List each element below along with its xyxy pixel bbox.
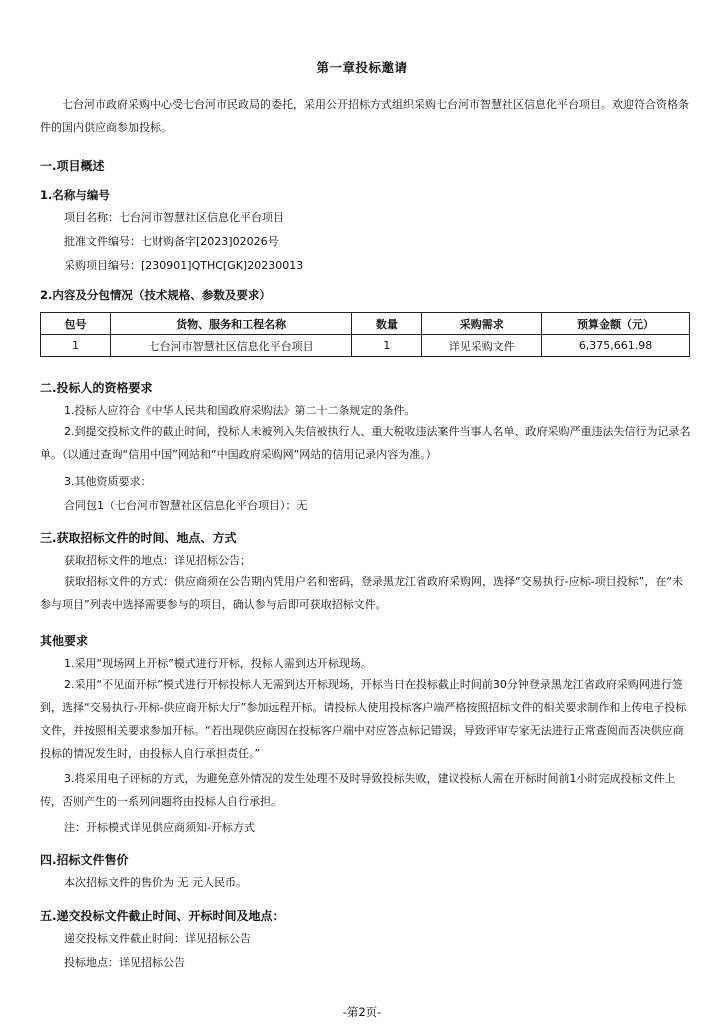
table-cell: 七台河市智慧社区信息化平台项目 xyxy=(110,335,352,357)
intro-paragraph: 七台河市政府采购中心受七台河市民政局的委托，采用公开招标方式组织采购七台河市智慧社区信息化平台项目。欢迎符合资格条件的国内供应商参加投标。 xyxy=(40,98,689,134)
table-cell: 6,375,661.98 xyxy=(542,335,690,357)
package-table xyxy=(40,312,690,357)
table-header-row xyxy=(41,313,690,335)
qualification-item-3-detail: 合同包1（七台河市智慧社区信息化平台项目）：无 xyxy=(64,499,308,512)
section1-sub1-heading: 1.名称与编号 xyxy=(40,188,110,202)
document-price: 本次招标文件的售价为 无 元人民币。 xyxy=(64,876,247,889)
table-row xyxy=(41,335,690,357)
table-header-cell: 采购需求 xyxy=(422,313,542,335)
table-header-cell: 货物、服务和工程名称 xyxy=(110,313,352,335)
other-item-1: 1.采用“现场网上开标”模式进行开标，投标人需到达开标现场。 xyxy=(64,657,372,670)
section5-heading: 五.递交投标文件截止时间、开标时间及地点： xyxy=(40,909,285,923)
table-header-cell: 数量 xyxy=(352,313,422,335)
purchase-number: 采购项目编号：[230901]QTHC[GK]20230013 xyxy=(64,259,304,272)
other-heading: 其他要求 xyxy=(40,634,89,648)
submission-deadline: 递交投标文件截止时间：详见招标公告 xyxy=(64,932,251,945)
section2-heading: 二.投标人的资格要求 xyxy=(40,381,153,395)
section1-heading: 一.项目概述 xyxy=(40,159,105,173)
other-item-2: 2.采用“不见面开标”模式进行开标投标人无需到达开标现场，开标当日在投标截止时间前30分钟登录黑龙江省政府采购网进行签到，选择“交易执行-开标-供应商开标大厅”参加远程开标。请投标人使用投标客户端严格按照招标文件的相关要求制作和上传电子投标文件，并按照相关要求参加开标。“若出现供应商因在投标客户端中对应答点标记错误，导致评审专家无法进行正常查阅而否决供应商投标的情况发生时，由投标人自行承担责任。” xyxy=(40,678,687,760)
table-cell: 详见采购文件 xyxy=(422,335,542,357)
section3-heading: 三.获取招标文件的时间、地点、方式 xyxy=(40,531,237,545)
section1-sub2-heading: 2.内容及分包情况（技术规格、参数及要求） xyxy=(40,288,271,302)
qualification-item-1: 1.投标人应符合《中华人民共和国政府采购法》第二十二条规定的条件。 xyxy=(64,404,416,417)
table-cell: 1 xyxy=(352,335,422,357)
section4-heading: 四.招标文件售价 xyxy=(40,853,129,867)
project-name: 项目名称：七台河市智慧社区信息化平台项目 xyxy=(64,211,284,224)
page-number: -第2页- xyxy=(342,1005,382,1019)
chapter-title: 第一章投标邀请 xyxy=(316,60,408,75)
table-header-cell: 预算金额（元） xyxy=(542,313,690,335)
table-cell: 1 xyxy=(41,335,111,357)
acquire-place: 获取招标文件的地点：详见招标公告； xyxy=(64,554,251,567)
other-item-3: 3.将采用电子评标的方式，为避免意外情况的发生处理不及时导致投标失败，建议投标人需在开标时间前1小时完成投标文件上传，否则产生的一系列问题将由投标人自行承担。 xyxy=(40,772,676,808)
qualification-item-3: 3.其他资质要求： xyxy=(64,475,152,488)
approval-number: 批准文件编号：七财购备字[2023]02026号 xyxy=(64,235,279,248)
qualification-item-2: 2.到提交投标文件的截止时间，投标人未被列入失信被执行人、重大税收违法案件当事人名单、政府采购严重违法失信行为记录名单。（以通过查询“信用中国”网站和“中国政府采购网”网站的信用记录内容为准。） xyxy=(40,425,691,461)
table-header-cell: 包号 xyxy=(41,313,111,335)
other-note: 注：开标模式详见供应商须知-开标方式 xyxy=(64,821,255,834)
bid-location: 投标地点：详见招标公告 xyxy=(64,956,185,969)
acquire-method: 获取招标文件的方式：供应商须在公告期内凭用户名和密码，登录黑龙江省政府采购网，选择“交易执行-应标-项目投标”，在“未参与项目”列表中选择需要参与的项目，确认参与后即可获取招标文件。 xyxy=(40,575,684,611)
